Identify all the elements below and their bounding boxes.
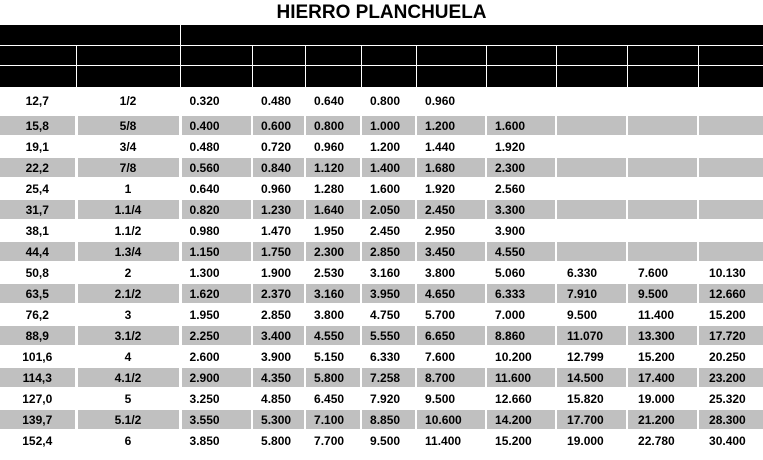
weight-cell	[698, 199, 763, 220]
width-in-cell: 5/8	[76, 115, 180, 136]
weight-table	[0, 25, 763, 452]
width-mm-cell: 88,9	[0, 325, 76, 346]
thickness-in-header: 1/2	[486, 65, 556, 87]
width-in-cell: 3/4	[76, 136, 180, 157]
width-mm-cell: 50,8	[0, 262, 76, 283]
weight-cell: 7.700	[305, 430, 361, 451]
weight-cell: 1.600	[361, 178, 416, 199]
weight-cell: 2.250	[180, 325, 252, 346]
weight-cell: 4.750	[361, 304, 416, 325]
weight-cell: 0.400	[180, 115, 252, 136]
weight-cell: 12.799	[556, 346, 627, 367]
thickness-in-header: 5/16	[361, 65, 416, 87]
weight-cell: 22.780	[627, 430, 698, 451]
weight-cell: 3.160	[361, 262, 416, 283]
weight-cell: 2.900	[180, 367, 252, 388]
width-mm-cell: 101,6	[0, 346, 76, 367]
weight-cell	[556, 115, 627, 136]
thickness-in-header: 5/8	[556, 65, 627, 87]
thickness-in-header: 1	[698, 65, 763, 87]
width-mm-cell: 25,4	[0, 178, 76, 199]
weight-cell: 15.200	[627, 346, 698, 367]
width-in-cell: 1/2	[76, 87, 180, 115]
weight-cell: 8.860	[486, 325, 556, 346]
width-in-cell: 4	[76, 346, 180, 367]
weight-cell	[627, 241, 698, 262]
en-pulg-header-spacer	[76, 45, 180, 65]
weight-cell	[556, 87, 627, 115]
weight-cell: 15.200	[698, 304, 763, 325]
thickness-in-header: 1/8	[180, 65, 252, 87]
weight-cell: 5.150	[305, 346, 361, 367]
weight-cell: 5.800	[252, 430, 305, 451]
table-row	[0, 388, 763, 409]
weight-cell: 2.600	[180, 346, 252, 367]
weight-cell: 6.330	[361, 346, 416, 367]
weight-cell: 17.700	[556, 409, 627, 430]
weight-cell: 1.200	[416, 115, 486, 136]
weight-cell: 9.500	[361, 430, 416, 451]
weight-cell: 2.450	[361, 220, 416, 241]
width-in-cell: 2	[76, 262, 180, 283]
weight-cell	[556, 241, 627, 262]
weight-cell: 0.320	[180, 87, 252, 115]
weight-cell: 0.480	[180, 136, 252, 157]
weight-cell	[698, 87, 763, 115]
width-in-cell: 2.1/2	[76, 283, 180, 304]
weight-cell: 2.450	[416, 199, 486, 220]
weight-cell: 6.333	[486, 283, 556, 304]
width-mm-cell: 63,5	[0, 283, 76, 304]
weight-cell: 1.950	[305, 220, 361, 241]
weight-cell: 1.640	[305, 199, 361, 220]
weight-cell	[627, 199, 698, 220]
weight-cell: 6.450	[305, 388, 361, 409]
weight-cell	[698, 136, 763, 157]
weight-cell: 19.000	[627, 388, 698, 409]
width-in-cell: 1.1/4	[76, 199, 180, 220]
weight-cell: 9.500	[416, 388, 486, 409]
weight-cell: 4.650	[416, 283, 486, 304]
thickness-in-header: 3/4	[627, 65, 698, 87]
thickness-mm-header: 15,8	[556, 45, 627, 65]
weight-cell: 10.200	[486, 346, 556, 367]
thickness-in-header: 1/4	[305, 65, 361, 87]
weight-cell: 1.440	[416, 136, 486, 157]
width-mm-cell: 38,1	[0, 220, 76, 241]
weight-cell: 1.920	[486, 136, 556, 157]
page-title: HIERRO PLANCHUELA	[276, 2, 487, 23]
weight-cell: 20.250	[698, 346, 763, 367]
weight-cell: 5.700	[416, 304, 486, 325]
weight-cell: 3.250	[180, 388, 252, 409]
thickness-mm-header: 25,4	[698, 45, 763, 65]
weight-cell: 15.200	[486, 430, 556, 451]
weight-cell: 5.800	[305, 367, 361, 388]
weight-cell: 0.800	[305, 115, 361, 136]
table-row	[0, 325, 763, 346]
weight-cell: 21.200	[627, 409, 698, 430]
weight-cell: 1.470	[252, 220, 305, 241]
weight-cell: 14.200	[486, 409, 556, 430]
weight-cell: 10.130	[698, 262, 763, 283]
weight-cell: 0.560	[180, 157, 252, 178]
weight-cell: 0.960	[416, 87, 486, 115]
weight-cell: 11.400	[416, 430, 486, 451]
weight-cell	[627, 178, 698, 199]
table-row	[0, 157, 763, 178]
weight-cell: 7.100	[305, 409, 361, 430]
table-row	[0, 87, 763, 115]
en-mm-header: EN MM.	[0, 45, 76, 65]
weight-cell: 13.300	[627, 325, 698, 346]
width-mm-cell: 12,7	[0, 87, 76, 115]
weight-cell	[556, 136, 627, 157]
weight-cell: 3.900	[252, 346, 305, 367]
table-row	[0, 115, 763, 136]
weight-cell: 3.800	[416, 262, 486, 283]
weight-cell	[556, 220, 627, 241]
width-in-cell: 4.1/2	[76, 367, 180, 388]
weight-cell: 17.720	[698, 325, 763, 346]
weight-cell: 8.850	[361, 409, 416, 430]
width-mm-cell: 22,2	[0, 157, 76, 178]
width-mm-cell: 44,4	[0, 241, 76, 262]
weight-cell: 30.400	[698, 430, 763, 451]
weight-cell: 3.450	[416, 241, 486, 262]
table-row	[0, 346, 763, 367]
weight-cell	[627, 157, 698, 178]
weight-cell: 1.600	[486, 115, 556, 136]
width-mm-cell: 19,1	[0, 136, 76, 157]
thickness-in-header: 3/16	[252, 65, 305, 87]
weight-cell: 2.850	[252, 304, 305, 325]
weight-cell: 3.550	[180, 409, 252, 430]
weight-cell	[627, 136, 698, 157]
weight-cell: 0.480	[252, 87, 305, 115]
weight-cell: 11.400	[627, 304, 698, 325]
weight-cell: 5.060	[486, 262, 556, 283]
table-row	[0, 220, 763, 241]
weight-cell: 0.820	[180, 199, 252, 220]
weight-cell: 0.600	[252, 115, 305, 136]
weight-cell: 0.840	[252, 157, 305, 178]
weight-cell	[556, 199, 627, 220]
weight-cell: 11.600	[486, 367, 556, 388]
width-in-cell: 1	[76, 178, 180, 199]
thickness-mm-header: 9,5	[416, 45, 486, 65]
width-mm-cell: 152,4	[0, 430, 76, 451]
table-row	[0, 283, 763, 304]
width-in-cell: 3.1/2	[76, 325, 180, 346]
table-row	[0, 367, 763, 388]
weight-cell: 1.300	[180, 262, 252, 283]
weight-cell: 0.720	[252, 136, 305, 157]
weight-cell: 2.370	[252, 283, 305, 304]
header-row-2	[0, 45, 763, 65]
weight-cell: 7.910	[556, 283, 627, 304]
weight-cell: 1.280	[305, 178, 361, 199]
weight-cell: 1.950	[180, 304, 252, 325]
weight-cell: 1.900	[252, 262, 305, 283]
header-row-1	[0, 25, 763, 45]
weight-cell	[698, 115, 763, 136]
width-mm-cell: 114,3	[0, 367, 76, 388]
weight-cell: 2.300	[486, 157, 556, 178]
weight-cell: 1.230	[252, 199, 305, 220]
weight-cell: 11.070	[556, 325, 627, 346]
weight-cell: 12.660	[486, 388, 556, 409]
table-row	[0, 262, 763, 283]
thickness-mm-header: 19,1	[627, 45, 698, 65]
weight-cell: 5.300	[252, 409, 305, 430]
width-mm-cell: 15,8	[0, 115, 76, 136]
weight-cell: 0.640	[180, 178, 252, 199]
weight-cell: 7.600	[416, 346, 486, 367]
table-row	[0, 304, 763, 325]
weight-cell: 0.960	[252, 178, 305, 199]
width-mm-cell: 76,2	[0, 304, 76, 325]
weight-cell: 2.530	[305, 262, 361, 283]
weight-cell: 3.400	[252, 325, 305, 346]
weight-cell: 8.700	[416, 367, 486, 388]
weight-cell: 1.150	[180, 241, 252, 262]
table-row	[0, 409, 763, 430]
thickness-mm-header: 6,3	[305, 45, 361, 65]
width-mm-cell: 139,7	[0, 409, 76, 430]
weight-cell: 1.750	[252, 241, 305, 262]
width-in-cell: 3	[76, 304, 180, 325]
width-in-cell: 5.1/2	[76, 409, 180, 430]
weight-cell: 0.800	[361, 87, 416, 115]
weight-cell: 12.660	[698, 283, 763, 304]
weight-cell: 1.120	[305, 157, 361, 178]
weight-cell: 1.920	[416, 178, 486, 199]
weight-cell: 17.400	[627, 367, 698, 388]
width-in-cell: 7/8	[76, 157, 180, 178]
weight-cell: 0.640	[305, 87, 361, 115]
espesores-header: ESPESORES	[180, 25, 763, 45]
table-row	[0, 241, 763, 262]
weight-cell	[627, 87, 698, 115]
weight-cell: 1.200	[361, 136, 416, 157]
thickness-in-header: 3/8	[416, 65, 486, 87]
width-in-cell: 1.3/4	[76, 241, 180, 262]
weight-cell: 4.550	[305, 325, 361, 346]
weight-cell: 7.600	[627, 262, 698, 283]
weight-cell: 28.300	[698, 409, 763, 430]
weight-cell	[556, 157, 627, 178]
weight-cell: 2.950	[416, 220, 486, 241]
weight-cell: 0.960	[305, 136, 361, 157]
weight-cell: 1.000	[361, 115, 416, 136]
weight-cell: 2.560	[486, 178, 556, 199]
thickness-mm-header: 12,7	[486, 45, 556, 65]
width-in-cell: 1.1/2	[76, 220, 180, 241]
weight-cell: 7.920	[361, 388, 416, 409]
weight-cell: 1.620	[180, 283, 252, 304]
weight-cell: 14.500	[556, 367, 627, 388]
weight-cell: 23.200	[698, 367, 763, 388]
width-in-cell: 6	[76, 430, 180, 451]
table-row	[0, 136, 763, 157]
width-in-cell: 5	[76, 388, 180, 409]
thickness-mm-header: 3,2	[180, 45, 252, 65]
weight-cell: 6.330	[556, 262, 627, 283]
weight-cell: 4.850	[252, 388, 305, 409]
weight-cell: 2.300	[305, 241, 361, 262]
weight-cell: 4.550	[486, 241, 556, 262]
weight-cell	[486, 87, 556, 115]
table-row	[0, 199, 763, 220]
weight-cell: 9.500	[627, 283, 698, 304]
thickness-mm-header: 7,9	[361, 45, 416, 65]
width-mm-cell: 127,0	[0, 388, 76, 409]
weight-cell: 3.850	[180, 430, 252, 451]
weight-cell: 0.980	[180, 220, 252, 241]
table-row	[0, 178, 763, 199]
weight-cell: 7.258	[361, 367, 416, 388]
weight-cell: 1.400	[361, 157, 416, 178]
weight-cell: 19.000	[556, 430, 627, 451]
weight-cell: 6.650	[416, 325, 486, 346]
weight-cell: 2.850	[361, 241, 416, 262]
weight-cell: 3.900	[486, 220, 556, 241]
thickness-mm-header: 4,8	[252, 45, 305, 65]
en-mm-spacer	[0, 65, 76, 87]
weight-cell: 25.320	[698, 388, 763, 409]
weight-cell: 5.550	[361, 325, 416, 346]
weight-cell: 2.050	[361, 199, 416, 220]
weight-cell	[698, 241, 763, 262]
table-row	[0, 430, 763, 451]
weight-cell	[627, 115, 698, 136]
width-mm-cell: 31,7	[0, 199, 76, 220]
weight-cell: 10.600	[416, 409, 486, 430]
weight-cell: 4.350	[252, 367, 305, 388]
weight-cell: 3.160	[305, 283, 361, 304]
weight-cell	[698, 220, 763, 241]
weight-cell	[556, 178, 627, 199]
weight-cell	[698, 157, 763, 178]
weight-cell	[698, 178, 763, 199]
weight-cell: 7.000	[486, 304, 556, 325]
weight-cell: 3.800	[305, 304, 361, 325]
weight-cell: 9.500	[556, 304, 627, 325]
header-row-3	[0, 65, 763, 87]
weight-cell: 3.950	[361, 283, 416, 304]
weight-cell: 3.300	[486, 199, 556, 220]
weight-cell: 15.820	[556, 388, 627, 409]
weight-cell: 1.680	[416, 157, 486, 178]
weight-cell	[627, 220, 698, 241]
en-pulg-header: EN PULG.	[76, 65, 180, 87]
anchos-header: ANCHOS	[0, 25, 180, 45]
